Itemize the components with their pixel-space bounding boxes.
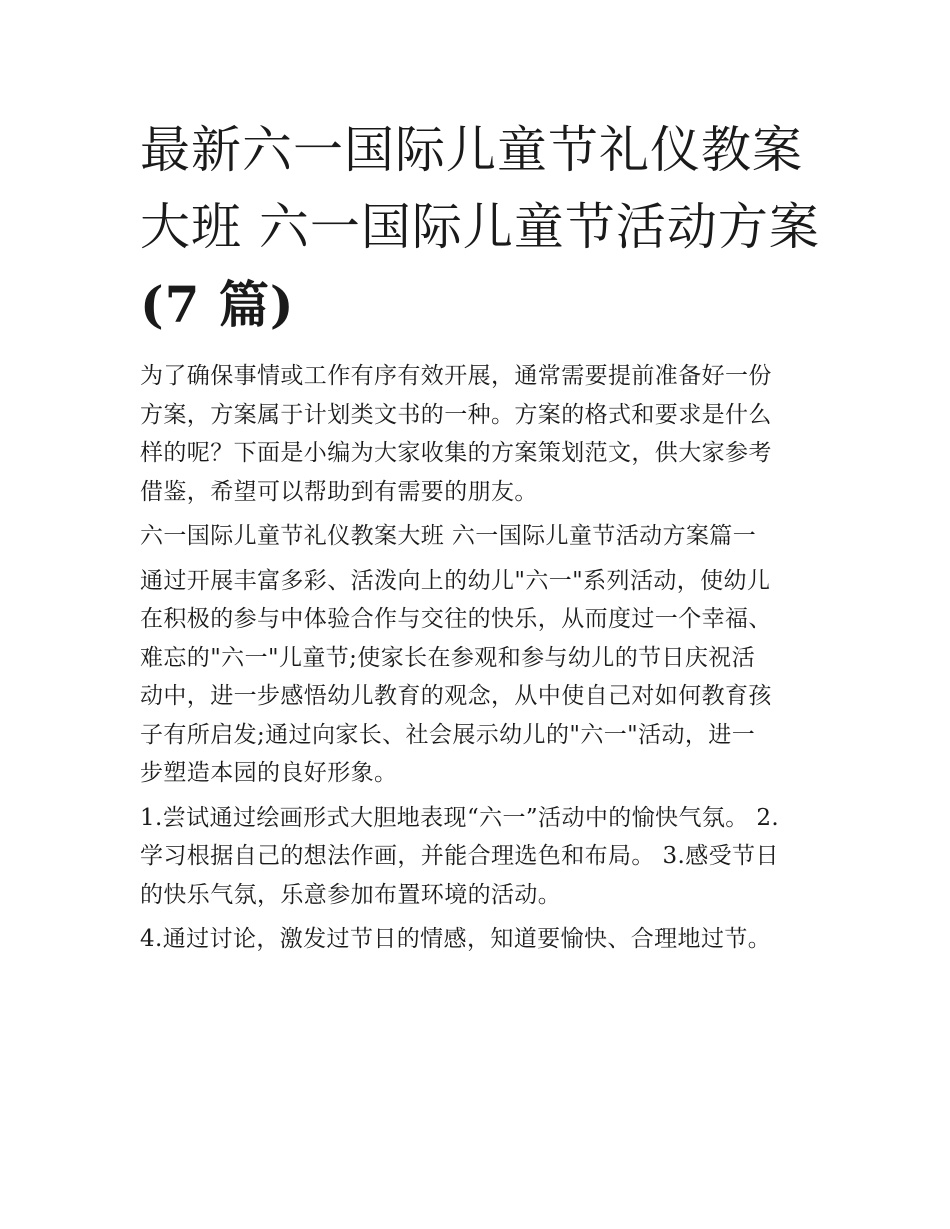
goals-paragraph: [140, 920, 820, 959]
section-heading: [140, 517, 820, 556]
text-line: 动中，进一步感悟幼儿教育的观念，从中使自己对如何教育孩: [140, 683, 772, 709]
text-line: 借鉴，希望可以帮助到有需要的朋友。: [140, 478, 538, 505]
intro-paragraph: [140, 357, 820, 511]
text-line: 在积极的参与中体验合作与交往的快乐，从而度过一个幸福、: [140, 606, 772, 632]
text-line: 为了确保事情或工作有序有效开展，通常需要提前准备好一份: [140, 363, 772, 389]
document-title: [140, 112, 820, 343]
text-line: 4.通过讨论，激发过节日的情感，知道要愉快、合理地过节。: [140, 926, 772, 952]
text-line: 步塑造本园的良好形象。: [140, 760, 398, 786]
text-line: 学习根据自己的想法作画，并能合理选色和布局。 3.感受节日: [140, 843, 779, 869]
text-line: 的快乐气氛，乐意参加布置环境的活动。: [140, 881, 562, 908]
text-line: 六一国际儿童节礼仪教案大班 六一国际儿童节活动方案篇一: [140, 523, 757, 549]
text-line: 难忘的"六一"儿童节;使家长在参观和参与幼儿的节日庆祝活: [140, 644, 756, 671]
title-line: 大班 六一国际儿童节活动方案: [140, 198, 820, 256]
body-paragraph: [140, 562, 820, 793]
goals-paragraph: [140, 799, 820, 915]
text-line: 样的呢？下面是小编为大家收集的方案策划范文，供大家参考: [140, 440, 772, 466]
document-page: [140, 112, 820, 959]
title-line: (7 篇): [140, 275, 295, 334]
title-line: 最新六一国际儿童节礼仪教案: [140, 121, 803, 179]
text-line: 子有所启发;通过向家长、社会展示幼儿的"六一"活动，进一: [140, 721, 756, 748]
text-line: 方案，方案属于计划类文书的一种。方案的格式和要求是什么: [140, 401, 772, 428]
text-line: 1.尝试通过绘画形式大胆地表现“六一”活动中的愉快气氛。 2.: [140, 804, 780, 831]
text-line: 通过开展丰富多彩、活泼向上的幼儿"六一"系列活动，使幼儿: [140, 567, 771, 594]
